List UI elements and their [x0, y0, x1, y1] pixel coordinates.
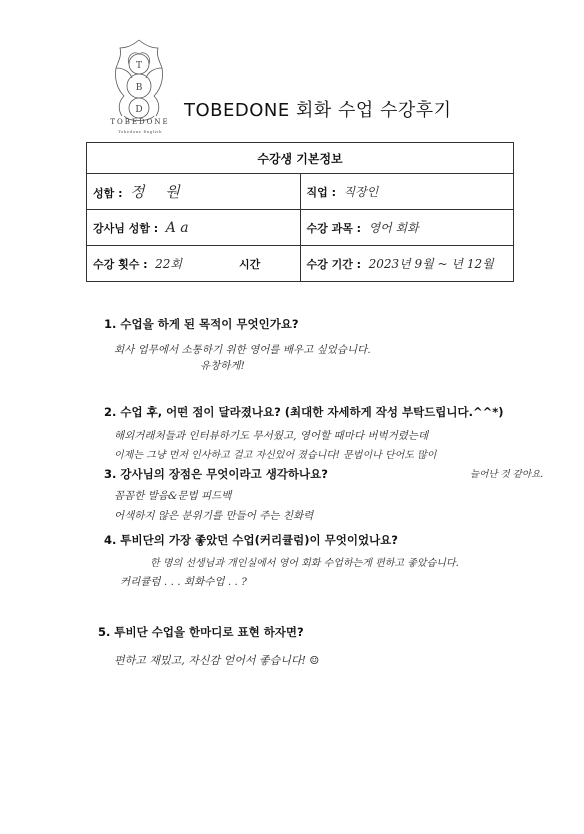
teacher-cell	[87, 210, 301, 246]
name-value: 정 원	[129, 183, 188, 201]
count-label: 수강 횟수 :	[93, 258, 148, 271]
info-section-title: 수강생 기본정보	[87, 143, 514, 174]
question-5: 5. 투비단 수업을 한마디로 표현 하자면?	[98, 625, 304, 639]
question-3: 3. 강사님의 장점은 무엇이라고 생각하나요?	[104, 467, 328, 481]
svg-text:D: D	[135, 105, 143, 115]
answer-3-line-1: 꼼꼼한 발음&문법 피드백	[114, 490, 232, 502]
teacher-value: A a	[165, 219, 189, 236]
question-1: 1. 수업을 하게 된 목적이 무엇인가요?	[104, 317, 299, 331]
period-cell	[300, 246, 514, 282]
course-cell	[300, 210, 514, 246]
svg-text:B: B	[135, 83, 143, 93]
question-4: 4. 투비단의 가장 좋았던 수업(커리큘럼)이 무엇이었나요?	[104, 533, 398, 547]
job-value: 직장인	[343, 185, 379, 199]
student-info-table	[86, 142, 514, 282]
answer-2-line-1: 해외거래처들과 인터뷰하기도 무서웠고, 영어할 때마다 버벅거렸는데	[114, 430, 429, 442]
job-label: 직업 :	[306, 186, 336, 199]
count-value: 22회	[155, 257, 182, 271]
period-label: 수강 기간 :	[306, 258, 362, 271]
teacher-label: 강사님 성함 :	[93, 221, 159, 235]
answer-3-line-2: 어색하지 않은 분위기를 만들어 주는 친화력	[114, 510, 314, 522]
document-title: TOBEDONE 회화 수업 수강후기	[184, 100, 452, 121]
course-label: 수강 과목 :	[306, 222, 362, 235]
answer-2-line-2: 이제는 그냥 먼저 인사하고 걸고 자신있어 졌습니다! 문법이나 단어도 많이	[114, 450, 437, 461]
logo-wordmark: TOBEDONE	[110, 118, 170, 126]
logo-subtext: Tobedone English	[117, 129, 163, 134]
course-value: 영어 회화	[368, 221, 419, 235]
count-cell	[87, 246, 301, 282]
name-label: 성함 :	[93, 187, 123, 200]
name-cell	[87, 174, 301, 210]
job-cell	[300, 174, 514, 210]
answer-4-line-2: 커리큘럼 . . . 회화수업 . . ?	[120, 576, 247, 588]
answer-5-line-1: 편하고 재밌고, 자신감 얻어서 좋습니다! ☺	[114, 654, 320, 667]
svg-text:T: T	[135, 61, 143, 71]
time-label: 시간	[239, 258, 261, 271]
period-value: 2023년 9월 ~ 년 12월	[368, 257, 494, 271]
question-2: 2. 수업 후, 어떤 점이 달라졌나요? (최대한 자세하게 작성 부탁드립니다.^^*)	[104, 405, 504, 419]
answer-4-line-1: 한 명의 선생님과 개인실에서 영어 회화 수업하는게 편하고 좋았습니다.	[150, 558, 459, 569]
answer-1-line-2: 유창하게!	[200, 360, 245, 372]
answer-2-line-3: 늘어난 것 같아요.	[470, 469, 544, 480]
answer-1-line-1: 회사 업무에서 소통하기 위한 영어를 배우고 싶었습니다.	[114, 344, 371, 356]
